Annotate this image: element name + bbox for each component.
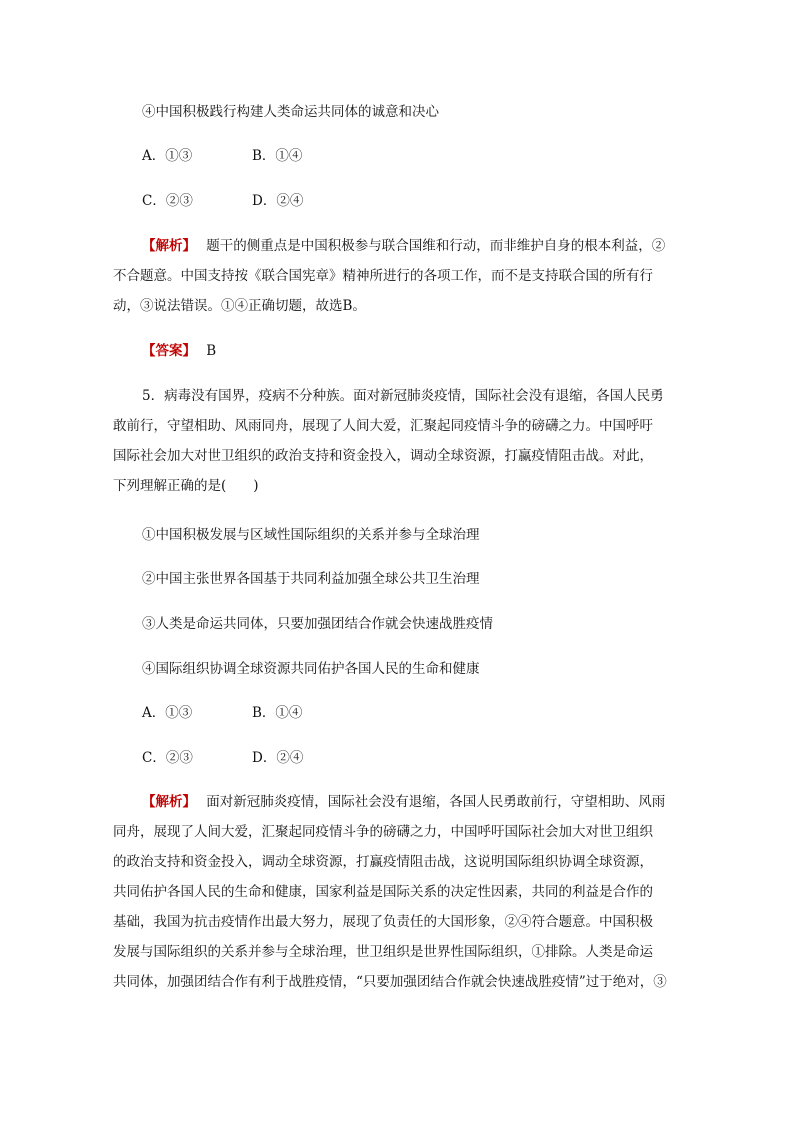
q4-answer-line: [142, 341, 216, 361]
q5-analysis-line-7: 共同体，加强团结合作有利于战胜疫情，“只要加强团结合作就会快速战胜疫情”过于绝对，③: [113, 974, 667, 990]
q4-analysis-line-3: 动，③说法错误。①④正确切题，故选B。: [113, 298, 366, 314]
q5-analysis-line-5: 基础，我国为抗击疫情作出最大努力，展现了负责任的大国形象，②④符合题意。中国积极: [113, 914, 653, 930]
q4-answer-value: B: [206, 343, 217, 359]
q5-analysis-tag: 【解析】: [142, 794, 196, 810]
q5-item-3: ③人类是命运共同体，只要加强团结合作就会快速战胜疫情: [142, 616, 493, 632]
q5-option-b: B．①④: [252, 705, 303, 721]
q5-item-4: ④国际组织协调全球资源共同佑护各国人民的生命和健康: [142, 661, 480, 677]
q5-analysis-line-3: 的政治支持和资金投入，调动全球资源，打赢疫情阻击战，这说明国际组织协调全球资源，: [113, 854, 653, 870]
q5-stem-line-3: 国际社会加大对世卫组织的政治支持和资金投入，调动全球资源，打赢疫情阻击战。对此，: [113, 448, 653, 464]
q5-analysis-line-1: [142, 792, 665, 812]
q5-option-a: A．①③: [142, 705, 193, 721]
q5-analysis-text-1: 面对新冠肺炎疫情，国际社会没有退缩，各国人民勇敢前行，守望相助、风雨: [206, 794, 666, 810]
q4-analysis-line-1: [142, 236, 665, 256]
q4-analysis-text-1: 题干的侧重点是中国积极参与联合国维和行动，而非维护自身的根本利益，②: [206, 238, 666, 254]
q5-stem-line-2: 敢前行，守望相助、风雨同舟，展现了人间大爱，汇聚起同疫情斗争的磅礴之力。中国呼吁: [113, 418, 653, 434]
q4-answer-tag: 【答案】: [142, 343, 196, 359]
q5-item-1: ①中国积极发展与区域性国际组织的关系并参与全球治理: [142, 527, 480, 543]
q5-stem-line-4: 下列理解正确的是( ): [113, 478, 259, 494]
q4-option-d: D．②④: [252, 193, 304, 209]
q5-option-c: C．②③: [142, 750, 193, 766]
q4-analysis-tag: 【解析】: [142, 238, 196, 254]
q5-stem-line-1: 5．病毒没有国界，疫病不分种族。面对新冠肺炎疫情，国际社会没有退缩，各国人民勇: [142, 388, 664, 404]
q4-option-b: B．①④: [252, 148, 303, 164]
q4-item-4: ④中国积极践行构建人类命运共同体的诚意和决心: [142, 104, 439, 120]
q5-item-2: ②中国主张世界各国基于共同利益加强全球公共卫生治理: [142, 571, 480, 587]
q5-analysis-line-4: 共同佑护各国人民的生命和健康，国家利益是国际关系的决定性因素，共同的利益是合作的: [113, 884, 653, 900]
q4-option-a: A．①③: [142, 148, 193, 164]
q4-analysis-line-2: 不合题意。中国支持按《联合国宪章》精神所进行的各项工作，而不是支持联合国的所有行: [113, 268, 653, 284]
q4-option-c: C．②③: [142, 193, 193, 209]
q5-option-d: D．②④: [252, 750, 304, 766]
q5-analysis-line-6: 发展与国际组织的关系并参与全球治理，世卫组织是世界性国际组织，①排除。人类是命运: [113, 944, 653, 960]
q5-analysis-line-2: 同舟，展现了人间大爱，汇聚起同疫情斗争的磅礴之力，中国呼吁国际社会加大对世卫组织: [113, 824, 653, 840]
